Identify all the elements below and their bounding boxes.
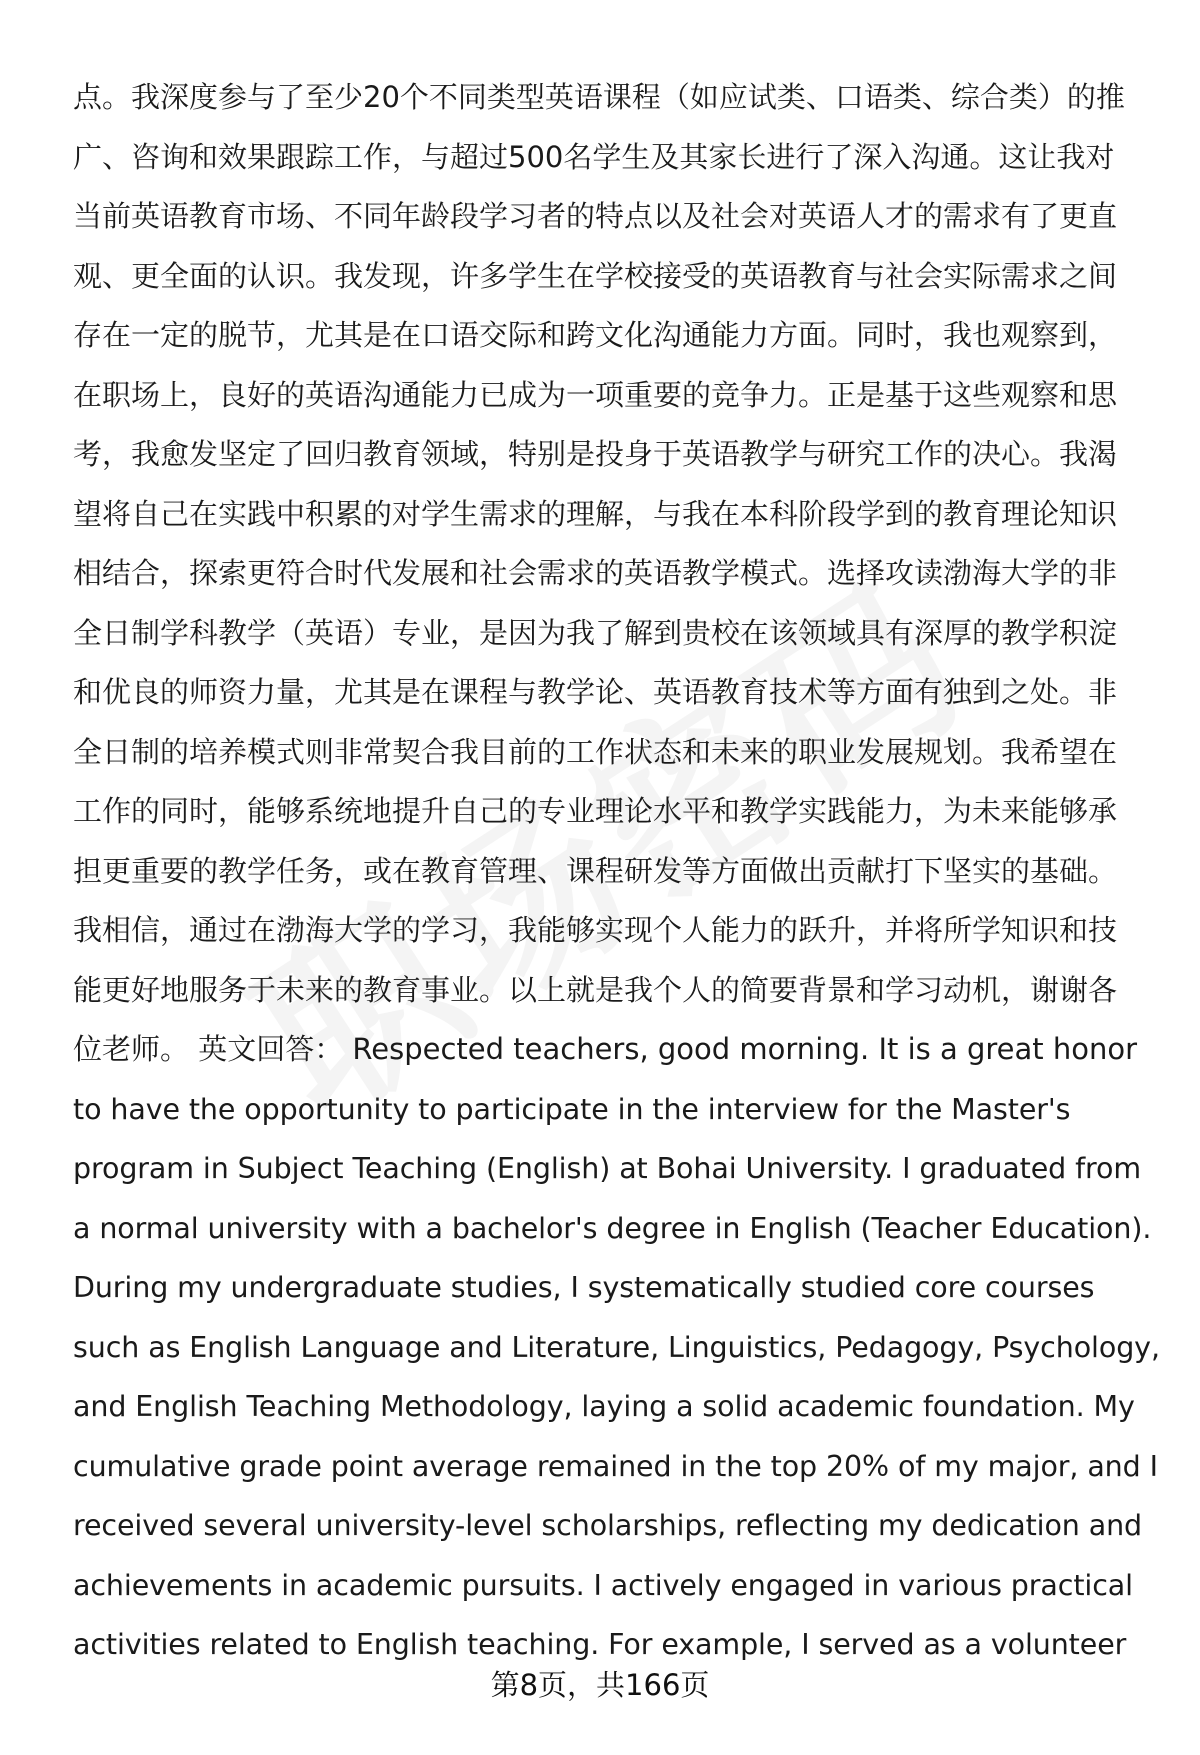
text-line: 我相信，通过在渤海大学的学习，我能够实现个人能力的跃升，并将所学知识和技 <box>73 913 1118 947</box>
text-line: such as English Language and Literature, Linguistics, Pedagogy, Psychology, <box>73 1330 1160 1364</box>
text-line: activities related to English teaching. For example, I served as a volunteer <box>73 1628 1127 1661</box>
text-line: 考，我愈发坚定了回归教育领域，特别是投身于英语教学与研究工作的决心。我渴 <box>73 437 1118 471</box>
text-line: 在职场上，良好的英语沟通能力已成为一项重要的竞争力。正是基于这些观察和思 <box>73 377 1118 412</box>
text-line: 存在一定的脱节，尤其是在口语交际和跨文化沟通能力方面。同时，我也观察到， <box>73 318 1118 352</box>
text-line: received several university-level scholarships, reflecting my dedication and <box>73 1509 1143 1542</box>
text-line: 观、更全面的认识。我发现，许多学生在学校接受的英语教育与社会实际需求之间 <box>73 258 1118 293</box>
text-line: 望将自己在实践中积累的对学生需求的理解，与我在本科阶段学到的教育理论知识 <box>73 496 1118 531</box>
text-line: 点。我深度参与了至少20个不同类型英语课程（如应试类、口语类、综合类）的推 <box>73 80 1125 114</box>
text-line: achievements in academic pursuits. I actively engaged in various practical <box>73 1568 1133 1602</box>
text-line: a normal university with a bachelor's degree in English (Teacher Education). <box>73 1211 1152 1245</box>
text-line: 工作的同时，能够系统地提升自己的专业理论水平和教学实践能力，为未来能够承 <box>73 794 1118 828</box>
text-line: program in Subject Teaching (English) at Bohai University. I graduated from <box>73 1152 1142 1185</box>
text-line: cumulative grade point average remained in the top 20% of my major, and I <box>73 1449 1158 1483</box>
text-line: 和优良的师资力量，尤其是在课程与教学论、英语教育技术等方面有独到之处。非 <box>73 675 1118 709</box>
text-line: 位老师。 英文回答： Respected teachers, good morning. It is a great honor <box>73 1032 1138 1066</box>
text-line: 全日制学科教学（英语）专业，是因为我了解到贵校在该领域具有深厚的教学积淀 <box>73 615 1118 650</box>
text-line: and English Teaching Methodology, laying a solid academic foundation. My <box>73 1390 1135 1423</box>
text-line: to have the opportunity to participate in the interview for the Master's <box>73 1092 1071 1126</box>
text-line: During my undergraduate studies, I systematically studied core courses <box>73 1271 1095 1304</box>
text-line: 担更重要的教学任务，或在教育管理、课程研发等方面做出贡献打下坚实的基础。 <box>73 853 1118 888</box>
text-line: 相结合，探索更符合时代发展和社会需求的英语教学模式。选择攻读渤海大学的非 <box>73 556 1118 590</box>
page-number: 第8页，共166页 <box>490 1668 710 1702</box>
text-line: 全日制的培养模式则非常契合我目前的工作状态和未来的职业发展规划。我希望在 <box>73 734 1118 769</box>
body-text <box>73 68 1160 1675</box>
text-line: 当前英语教育市场、不同年龄段学习者的特点以及社会对英语人才的需求有了更直 <box>73 199 1118 233</box>
text-line: 能更好地服务于未来的教育事业。以上就是我个人的简要背景和学习动机，谢谢各 <box>73 972 1118 1007</box>
text-line: 广、咨询和效果跟踪工作，与超过500名学生及其家长进行了深入沟通。这让我对 <box>73 139 1115 174</box>
